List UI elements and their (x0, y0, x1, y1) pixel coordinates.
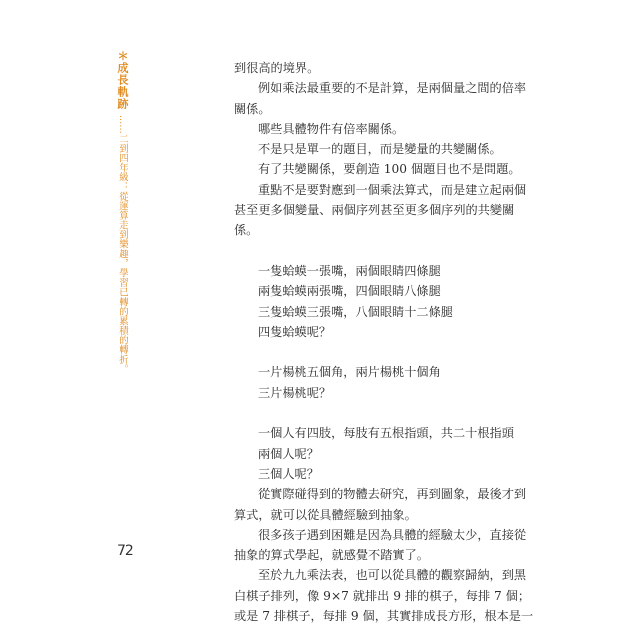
text-line: 或是 7 排棋子，每排 9 個，其實排成長方形，根本是一 (234, 609, 534, 624)
page-number: 72 (117, 543, 133, 559)
text-line: 甚至更多個變量、兩個序列甚至更多個序列的共變關 (234, 203, 515, 218)
text-line: 抽象的算式學起，就感覺不踏實了。 (234, 548, 429, 563)
text-line: 係。 (234, 223, 259, 238)
chapter-title (116, 50, 129, 115)
text-line: 四隻蛤蟆呢？ (258, 324, 332, 339)
text-line: 很多孩子遇到困難是因為具體的經驗太少，直接從 (258, 527, 527, 542)
chapter-title-text: 成長軌跡 (116, 62, 129, 110)
asterisk-mark: ＊ (116, 50, 129, 62)
text-line: 白棋子排列，像 9×7 就排出 9 排的棋子，每排 7 個； (234, 588, 531, 603)
text-line: 一隻蛤蟆一張嘴，兩個眼睛四條腿 (258, 263, 441, 278)
text-line: 兩隻蛤蟆兩張嘴，四個眼睛八條腿 (258, 284, 441, 299)
text-line: 三隻蛤蟆三張嘴，八個眼睛十二條腿 (258, 304, 453, 319)
text-line: 有了共變關係，要創造 100 個題目也不是問題。 (258, 162, 521, 177)
text-line: 不是只是單一的題目，而是變量的共變關係。 (258, 142, 502, 157)
stanza-gap (234, 403, 524, 423)
text-line: 三個人呢？ (258, 466, 319, 481)
text-line: 從實際碰得到的物體去研究，再到圖象，最後才到 (258, 487, 527, 502)
chapter-subtitle: ……二到四年級：從運算走到樂趣，學習已轉的累積的轉折。 (117, 114, 128, 374)
body-text (234, 58, 534, 626)
text-line: 至於九九乘法表，也可以從具體的觀察歸納，到黑 (258, 568, 527, 583)
text-line: 重點不是要對應到一個乘法算式，而是建立起兩個 (258, 182, 527, 197)
text-line: 到很高的境界。 (234, 61, 320, 75)
stanza-gap (234, 241, 524, 261)
text-line: 兩個人呢？ (258, 446, 319, 461)
text-line: 哪些具體物件有倍率關係。 (258, 121, 405, 136)
running-header (114, 50, 130, 374)
text-line: 算式，就可以從具體經驗到抽象。 (234, 507, 417, 522)
text-line: 一個人有四肢，每肢有五根指頭，共二十根指頭 (258, 426, 514, 441)
stanza-gap (234, 342, 524, 362)
text-line: 三片楊桃呢？ (258, 385, 332, 400)
text-line: 關係。 (234, 101, 271, 116)
text-line: 例如乘法最重要的不是計算，是兩個量之間的倍率 (258, 81, 527, 96)
text-line: 一片楊桃五個角，兩片楊桃十個角 (258, 365, 441, 380)
